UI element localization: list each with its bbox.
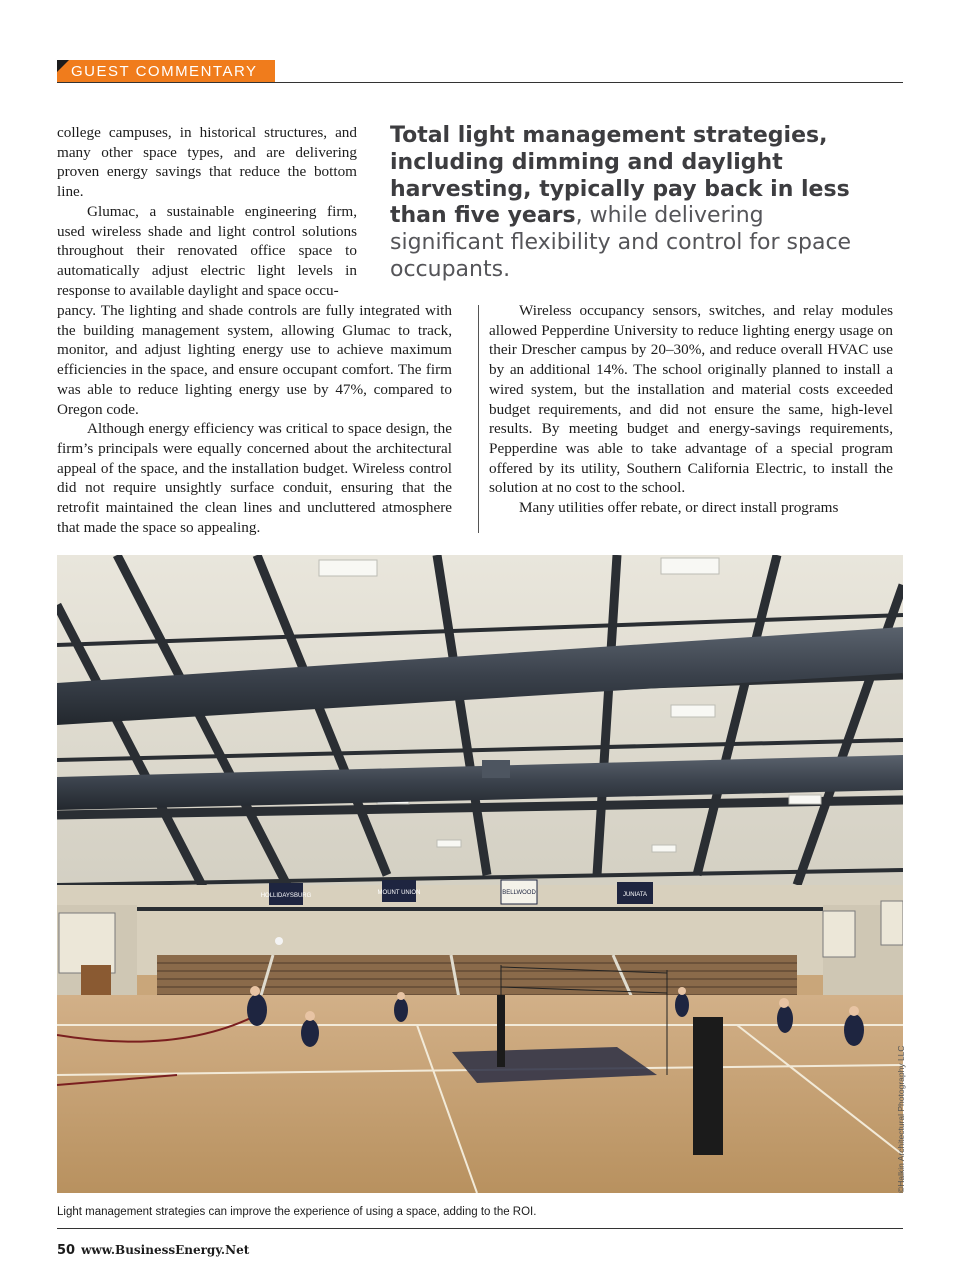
photo-credit: ©Halkin Architectural Photography LLC: [896, 1045, 906, 1193]
article-paragraph: Although energy efficiency was critical to space design, the firm’s principals were equally concerned about the architectural appeal of the space, and the installation budget. Wireless control did not require unsightly surface conduit, ensuring that the retrofit maintained the clean lines and uncluttered atmosphere that made the space so appealing.: [57, 420, 452, 536]
article-column-right: [489, 301, 893, 518]
article-paragraph: college campuses, in historical structures, and many other space types, and are delivering proven energy savings that reduce the bottom line.: [57, 124, 357, 201]
banner-text: MOUNT UNION: [377, 890, 421, 896]
article-paragraph: pancy. The lighting and shade controls are fully integrated with the building management system, allowing Glumac to track, monitor, and adjust lighting energy use to achieve maximum efficiencies in the space, and ensure occupant comfort. The firm was able to reduce lighting energy use by 47%, compared to Oregon code.: [57, 302, 452, 418]
article-paragraph: Glumac, a sustainable engineering firm, used wireless shade and light control solutions throughout their renovated office space to automatically adjust electric light levels in response to available daylight and space occu-: [57, 202, 357, 299]
pull-quote-bold: Total light management strategies, including dimming and daylight harvesting, typically pay back in less than five years: [390, 123, 850, 229]
article-column-left: [57, 301, 452, 537]
banner-text: JUNIATA: [622, 892, 648, 898]
article-paragraph: Many utilities offer rebate, or direct install programs: [519, 499, 839, 517]
gymnasium-photo: [57, 555, 903, 1193]
photo-caption: Light management strategies can improve the experience of using a space, adding to the ROI.: [57, 1206, 537, 1218]
article-column-narrow: [57, 123, 357, 300]
banner-text: BELLWOOD: [502, 890, 536, 896]
banner-text: HOLLIDAYSBURG: [260, 893, 312, 899]
website-link[interactable]: www.BusinessEnergy.Net: [81, 1243, 250, 1257]
section-label: GUEST COMMENTARY: [57, 60, 275, 83]
bottom-rule: [57, 1228, 903, 1229]
section-tag-corner: [57, 60, 69, 72]
top-rule: [57, 82, 903, 83]
column-divider: [478, 305, 479, 533]
pull-quote-regular: , while delivering significant flexibility and control for space occupants.: [390, 203, 852, 282]
page-footer: [57, 1243, 249, 1258]
pull-quote: [390, 123, 860, 284]
article-paragraph: Wireless occupancy sensors, switches, and relay modules allowed Pepperdine University to reduce lighting energy usage on their Drescher campus by 20–30%, and reduce overall HVAC use by an additional 14%. The school originally planned to install a wired system, but the installation and material costs exceeded budget requirements, and did not ensure the same, high-level results. By meeting budget and energy-savings requirements, Pepperdine was able to take advantage of a special program offered by its utility, Southern California Electric, to install the solution at no cost to the school.: [489, 302, 893, 497]
page-number: 50: [57, 1243, 76, 1258]
